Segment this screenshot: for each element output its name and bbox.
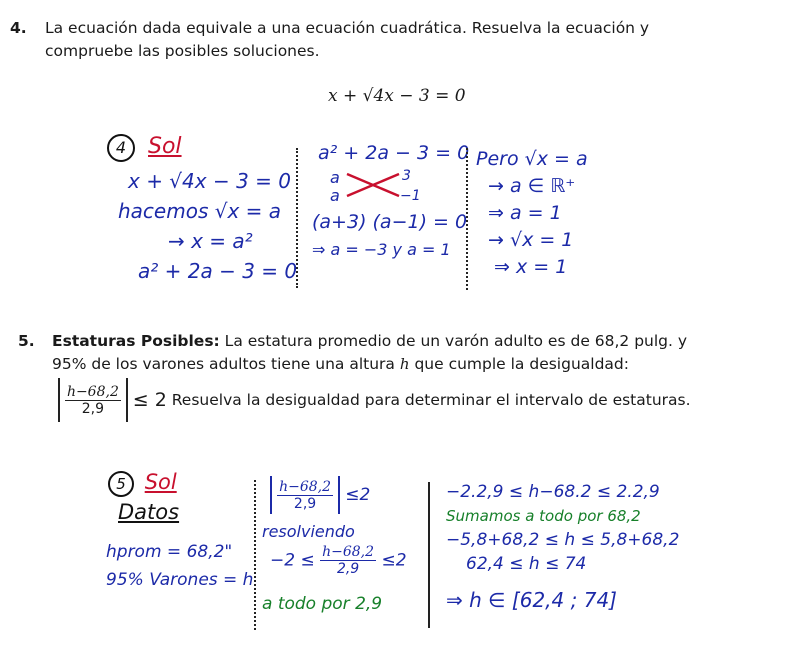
hw-line: −5,8+68,2 ≤ h ≤ 5,8+68,2 bbox=[446, 530, 680, 550]
problem-4-text bbox=[45, 17, 775, 63]
problem-text-line: compruebe las posibles soluciones. bbox=[45, 42, 320, 60]
hw-line: → a ∈ ℝ⁺ bbox=[488, 175, 576, 197]
hw-line: hprom = 68,2" bbox=[106, 542, 233, 562]
factor-3: 3 bbox=[402, 168, 411, 184]
denominator: 2,9 bbox=[336, 561, 360, 577]
hw-line: a² + 2a − 3 = 0 bbox=[318, 142, 470, 164]
hw-line: → x = a² bbox=[168, 229, 253, 253]
abs-bar bbox=[338, 476, 340, 514]
factor-a: a bbox=[330, 186, 340, 205]
problem-label: Estaturas Posibles: bbox=[52, 332, 220, 350]
fraction bbox=[65, 384, 121, 417]
hw-line: −2.2,9 ≤ h−68.2 ≤ 2.2,9 bbox=[446, 482, 660, 502]
a-todo-por: a todo por 2,9 bbox=[262, 594, 383, 614]
divider bbox=[254, 480, 256, 630]
solution-5-header bbox=[108, 470, 177, 497]
solution-4-col2 bbox=[318, 142, 469, 164]
solution-4-col1 bbox=[118, 166, 297, 286]
denominator: 2,9 bbox=[81, 400, 105, 417]
hw-line: Pero √x = a bbox=[476, 148, 588, 170]
abs-bar bbox=[126, 378, 128, 422]
hw-line: a² + 2a − 3 = 0 bbox=[138, 259, 298, 283]
solution-5-col1 bbox=[106, 538, 253, 594]
solution-5-col2-abs bbox=[270, 476, 370, 514]
resolviendo: resolviendo bbox=[262, 522, 355, 541]
solution-4-col2b bbox=[312, 208, 467, 264]
hw-line: x + √4x − 3 = 0 bbox=[128, 169, 292, 193]
hw-line: ⇒ h ∈ [62,4 ; 74] bbox=[446, 588, 617, 612]
problem-text: 95% de los varones adultos tiene una altura bbox=[52, 355, 400, 373]
problem-5-text bbox=[52, 330, 777, 376]
problem-4 bbox=[10, 17, 27, 40]
variable-h: h bbox=[399, 355, 410, 373]
solution-5-col2-ineq bbox=[270, 544, 407, 577]
hw-line: ⇒ x = 1 bbox=[494, 256, 568, 278]
hw-line: ⇒ a = −3 y a = 1 bbox=[312, 240, 451, 259]
fraction bbox=[320, 544, 376, 577]
factor-minus1: −1 bbox=[400, 188, 421, 204]
solution-4-col3 bbox=[476, 146, 588, 281]
factor-a: a bbox=[330, 168, 340, 187]
divider bbox=[296, 148, 298, 288]
numerator: h−68,2 bbox=[322, 544, 375, 560]
hw-line: (a+3) (a−1) = 0 bbox=[312, 211, 468, 233]
problem-number: 4. bbox=[10, 19, 27, 37]
fraction bbox=[277, 479, 333, 512]
cross-lines bbox=[345, 170, 401, 200]
sol-label: Sol bbox=[148, 134, 182, 159]
numerator: h−68,2 bbox=[279, 478, 332, 495]
abs-bar bbox=[270, 476, 272, 514]
lower-bound: −2 ≤ bbox=[270, 550, 315, 571]
solution-4-header bbox=[107, 134, 182, 162]
badge: 4 bbox=[107, 134, 135, 162]
numerator: h−68,2 bbox=[66, 383, 119, 400]
hw-line: hacemos √x = a bbox=[118, 199, 282, 223]
solution-5-col3 bbox=[446, 480, 679, 612]
ineq: ≤ 2 bbox=[132, 389, 167, 411]
problem-number: 5. bbox=[18, 332, 35, 350]
problem-text: Resuelva la desigualdad para determinar el intervalo de estaturas. bbox=[171, 391, 691, 409]
hw-line: 62,4 ≤ h ≤ 74 bbox=[466, 554, 587, 574]
inequality bbox=[58, 378, 691, 422]
divider bbox=[466, 148, 468, 290]
equation: x + √4x − 3 = 0 bbox=[328, 86, 466, 106]
upper-bound: ≤2 bbox=[381, 550, 407, 571]
hw-line: ⇒ a = 1 bbox=[488, 202, 562, 224]
abs-bar bbox=[58, 378, 60, 422]
problem-5 bbox=[18, 330, 35, 353]
problem-text-line: La ecuación dada equivale a una ecuación cuadrática. Resuelva la ecuación y bbox=[45, 19, 650, 37]
divider bbox=[428, 482, 430, 628]
problem-text: que cumple la desigualdad: bbox=[409, 355, 629, 373]
datos-label: Datos bbox=[118, 500, 180, 524]
hw-line: 95% Varones = h bbox=[106, 570, 254, 590]
ineq: ≤2 bbox=[345, 485, 371, 505]
hw-line: Sumamos a todo por 68,2 bbox=[446, 507, 641, 525]
badge: 5 bbox=[108, 471, 134, 497]
denominator: 2,9 bbox=[293, 495, 317, 512]
hw-line: → √x = 1 bbox=[488, 229, 574, 251]
sol-label: Sol bbox=[144, 470, 177, 494]
problem-text: La estatura promedio de un varón adulto es de 68,2 pulg. y bbox=[219, 332, 688, 350]
